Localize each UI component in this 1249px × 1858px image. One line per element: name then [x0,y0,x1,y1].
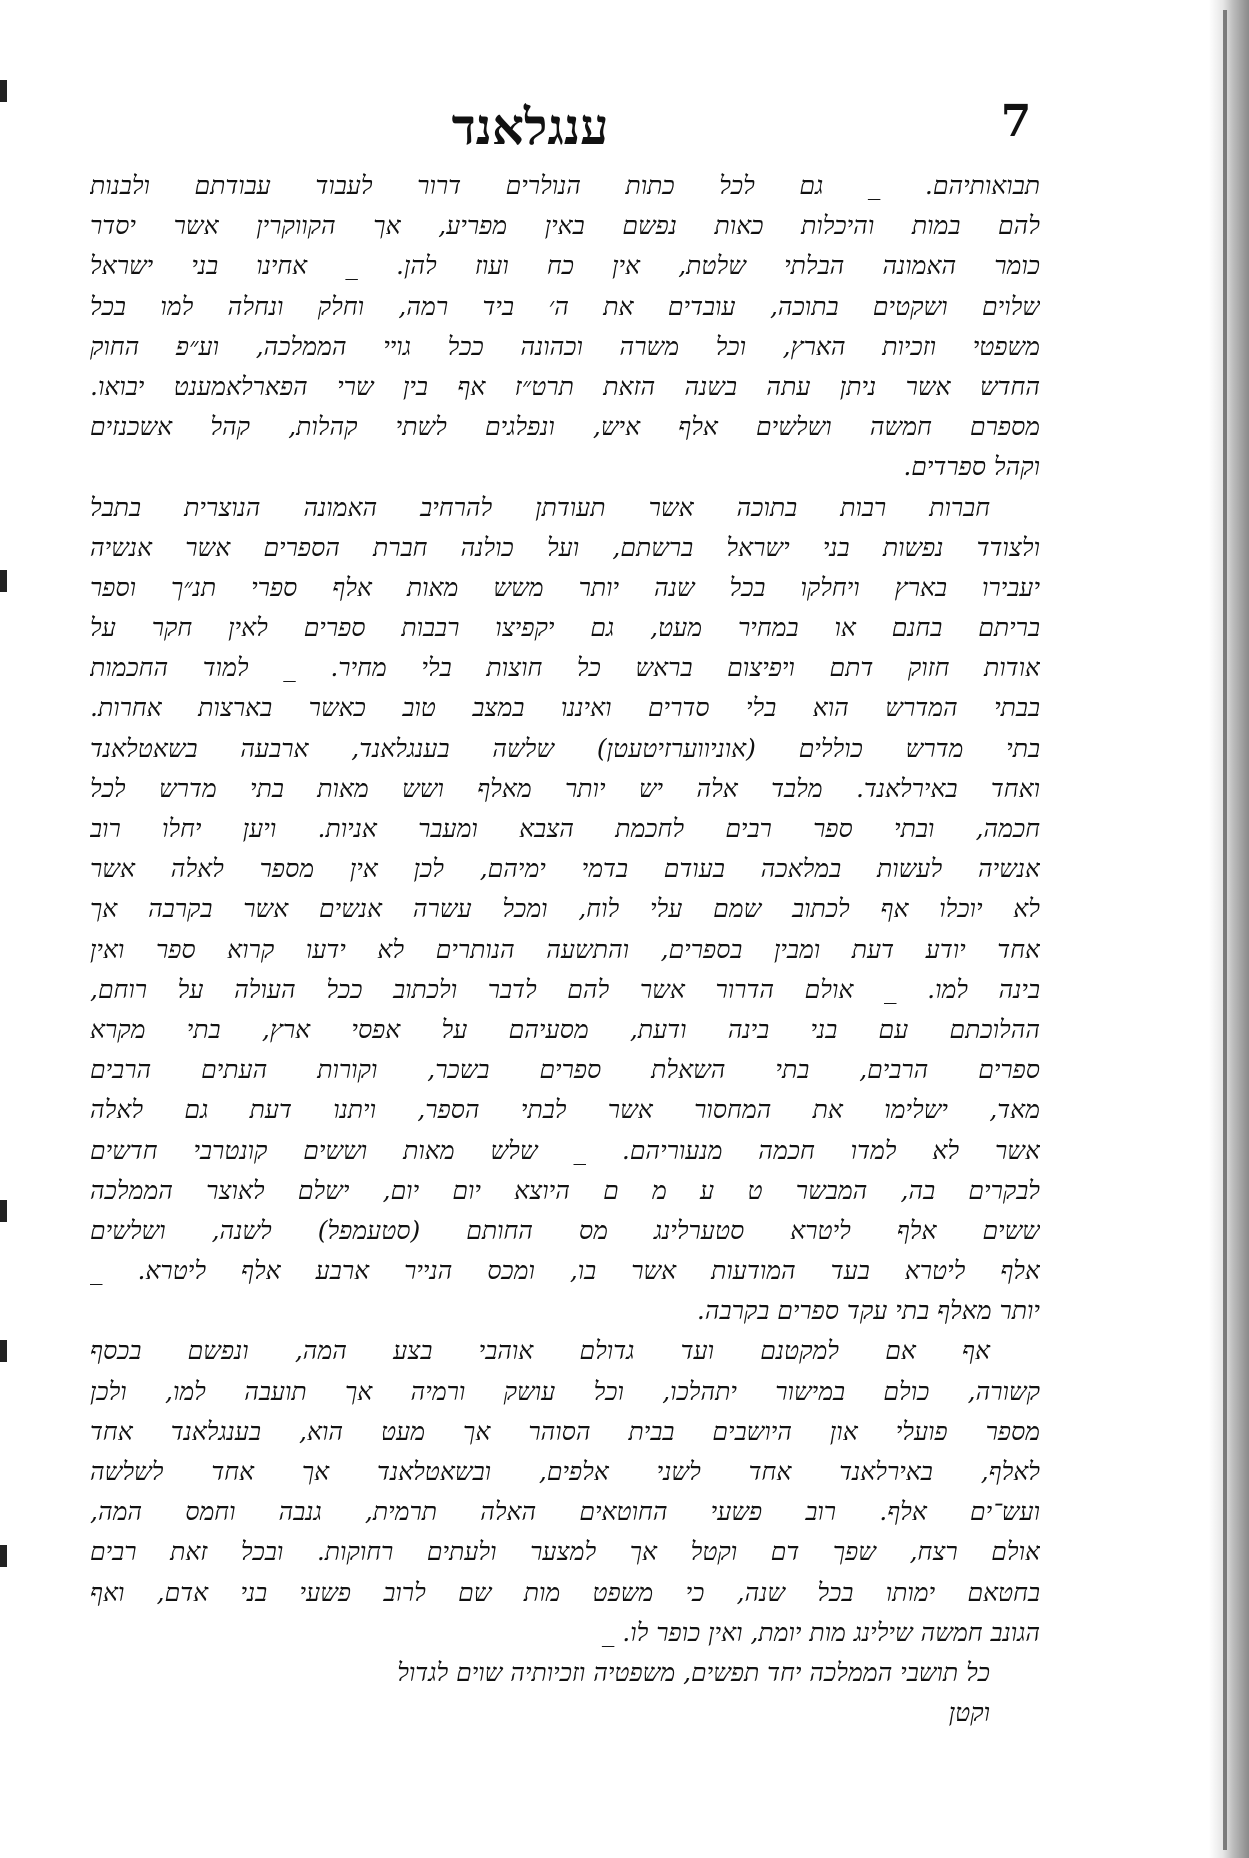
text-line: אשר לא למדו חכמה מנעוריהם. _ שלש מאות וששים קונטרבי חדשים [90,1135,1040,1165]
text-line: מספרם חמשה ושלשים אלף איש, ונפלגים לשתי קהלות, קהל אשכנזים [90,412,1040,442]
margin-mark [0,1545,7,1567]
text-line: ההלוכתם עם בני בינה ודעת, מסעיהם על אפסי ארץ, בתי מקרא [90,1014,1040,1044]
text-line: בתי מדרש כוללים (אוניווערזיטעטן) שלשה בענגלאנד, ארבעה בשאטלאנד [90,733,1040,763]
text-line: בחטאם ימותו בכל שנה, כי משפט מות שם לרוב פשעי בני אדם, ואף [90,1577,1040,1607]
text-line: ואחד באירלאנד. מלבד אלה יש יותר מאלף ושש מאות בתי מדרש לכל [90,773,1040,803]
text-line: וקטן [948,1698,990,1728]
text-line: שלוים ושקטים בתוכה, עובדים את ה׳ ביד רמה, וחלק ונחלה למו בכל [90,291,1040,321]
text-line: ולצודד נפשות בני ישראל ברשתם, ועל כולנה חברת הספרים אשר אנשיה [90,532,1040,562]
text-line: תבואותיהם. _ גם לכל כתות הנולרים דרור לעבוד עבודתם ולבנות [90,171,1040,200]
margin-mark [0,570,7,592]
running-head: ענגלאנד [451,97,609,156]
binding-line [1223,10,1227,1850]
page-edge-shadow [1209,0,1249,1858]
text-line: אנשיה לעשות במלאכה בעודם בדמי ימיהם, לכן אין מספר לאלה אשר [90,854,1040,884]
text-line: יעבירו בארץ ויחלקו בכל שנה יותר משש מאות אלף ספרי תנ״ך וספר [90,572,1040,602]
text-line: משפטי וזכיות הארץ, וכל משרה וכהונה ככל גויי הממלכה, וע״פ החוק [90,331,1040,361]
text-line: אלף ליטרא בעד המודעות אשר בו, ומכס הנייר ארבע אלף ליטרא. _ [90,1256,1040,1286]
text-line: מספר פועלי און היושבים בבית הסוהר אך מעט הוא, בענגלאנד אחד [90,1416,1040,1446]
margin-mark [0,1200,7,1222]
text-line: בבתי המדרש הוא בלי סדרים ואיננו במצב טוב כאשר בארצות אחרות. [90,693,1040,723]
text-line: לאלף, באירלאנד אחד לשני אלפים, ובשאטלאנד אך אחד לשלשה [90,1457,1040,1486]
text-line: אודות חזוק דתם ויפיצום בראש כל חוצות בלי מחיר. _ למוד החכמות [90,653,1040,683]
text-line: ספרים הרבים, בתי השאלת ספרים בשכר, וקורות העתים הרבים [90,1055,1040,1085]
text-line: ששים אלף ליטרא סטערלינג מס החותם (סטעמפל) לשנה, ושלשים [90,1215,1040,1245]
text-line: החדש אשר ניתן עתה בשנה הזאת תרט״ז אף בין שרי הפארלאמענט יבואו. [90,371,1040,401]
text-line: אולם רצח, שפך דם וקטל אך למצער ולעתים רחוקות. ובכל זאת רבים [90,1537,1040,1567]
text-line: הגונב חמשה שילינג מות יומת, ואין כופר לו. _ [601,1617,1040,1647]
text-line: חכמה, ובתי ספר רבים לחכמת הצבא ומעבר אניות. ויען יחלו רוב [90,814,1040,843]
text-line: אחד יודע דעת ומבין בספרים, והתשעה הנותרים לא ידעו קרוא ספר ואין [90,934,1040,964]
page-number: 7 [1000,96,1032,147]
text-line: ועש־ים אלף. רוב פשעי החוטאים האלה תרמית, גנבה וחמס המה, [90,1497,1040,1527]
margin-mark [0,1340,7,1362]
text-line: לא יוכלו אף לכתוב שמם עלי לוח, ומכל עשרה אנשים אשר בקרבה אך [90,894,1040,924]
text-line: בינה למו. _ אולם הדרור אשר להם לדבר ולכתוב ככל העולה על רוחם, [90,974,1040,1004]
text-line: מאד, ישלימו את המחסור אשר לבתי הספר, ויתנו דעת גם לאלה [90,1095,1040,1125]
text-line: וקהל ספרדים. [903,452,1040,482]
text-line: אף אם למקטנם ועד גדולם אוהבי בצע המה, ונפשם בכסף [90,1336,990,1366]
text-line: להם במות והיכלות כאות נפשם באין מפריע, אך הקווקרין אשר יסדר [90,211,1040,241]
text-line: כומר האמונה הבלתי שלטת, אין כח ועוז להן. _ אחינו בני ישראל [90,251,1040,281]
text-line: בריתם בחנם או במחיר מעט, גם יקפיצו רבבות ספרים לאין חקר על [90,613,1040,643]
margin-mark [0,80,7,102]
body-text [90,166,1040,1733]
text-line: לבקרים בה, המבשר ט ע מ ם היוצא יום יום, ישלם לאוצר הממלכה [90,1175,1040,1205]
text-line: חברות רבות בתוכה אשר תעודתן להרחיב האמונה הנוצרית בתבל [90,492,990,522]
text-line: קשורה, כולם במישור יתהלכו, וכל עושק ורמיה אך תועבה למו, ולכן [90,1376,1040,1406]
text-line: כל תושבי הממלכה יחד תפשים, משפטיה וזכיותיה שוים לגדול [397,1657,990,1687]
text-line: יותר מאלף בתי עקד ספרים בקרבה. [696,1296,1040,1326]
